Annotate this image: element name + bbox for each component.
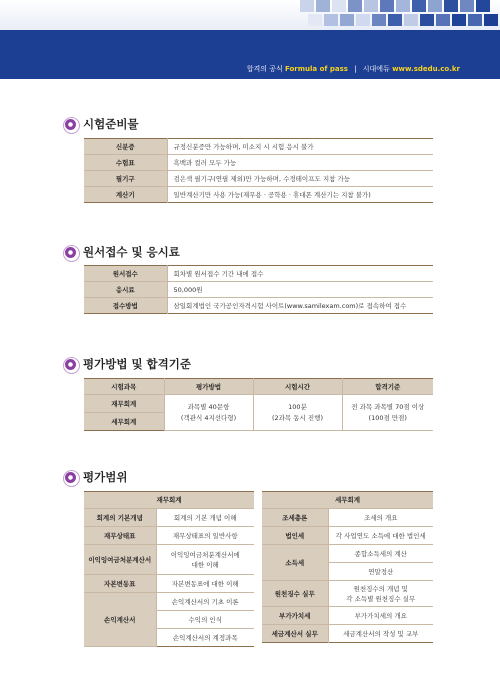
table-row — [262, 581, 433, 607]
table-value: 종합소득세의 계산 — [328, 545, 433, 563]
table-value: 자본변동표에 대한 이해 — [156, 575, 254, 593]
value-line: 각 소득별 원천징수 실무 — [346, 594, 416, 603]
table-header-row — [84, 492, 254, 509]
header-text-b: Formula of pass — [284, 65, 348, 73]
header-tagline — [0, 64, 460, 74]
table-value: 규정신분증만 가능하며, 미소지 시 시험 응시 불가 — [167, 139, 433, 155]
pass-line: 전 과목 과목별 70점 이상 — [351, 402, 425, 411]
section-title-apply — [65, 244, 180, 260]
table-row — [84, 171, 433, 187]
subject-cell: 재무회계 — [84, 395, 164, 413]
table-row — [84, 155, 433, 171]
table-row — [84, 395, 433, 413]
table-value: 재무상태표의 일반사항 — [156, 527, 254, 545]
table-key: 원천징수 실무 — [262, 581, 328, 607]
table-value: 손익계산서의 계정과목 — [172, 633, 238, 642]
table-row — [84, 575, 254, 593]
table-key: 원서접수 — [84, 266, 167, 282]
table-key: 수험표 — [84, 155, 167, 171]
table-value: 일반계산기만 사용 가능(재무용 · 공학용 · 휴대폰 계산기는 지참 불가) — [167, 187, 433, 203]
header-decoration — [300, 0, 500, 30]
table-key: 세금계산서 실무 — [262, 625, 328, 643]
bullet-ring-icon — [65, 247, 76, 258]
table-value: 삼일회계법인 국가공인자격시험 사이트(www.samilexam.com)로 접속하여 접수 — [167, 298, 433, 314]
section-title-eval — [65, 356, 191, 372]
header-text-c: 시대에듀 — [362, 65, 390, 73]
table-value: 세금계산서의 작성 및 교부 — [343, 629, 419, 638]
table-row — [84, 139, 433, 155]
scope-table-financial — [84, 491, 254, 647]
table-value: 회차별 원서접수 기간 내에 접수 — [167, 266, 433, 282]
section-label: 평가방법 및 합격기준 — [83, 357, 191, 371]
table-value: 회계의 기본 개념 이해 — [156, 509, 254, 527]
column-header: 합격기준 — [342, 379, 433, 395]
header-separator: | — [354, 65, 357, 73]
table-row — [262, 545, 433, 563]
apply-table — [84, 265, 433, 314]
pass-line: (100점 만점) — [368, 413, 407, 422]
header-text-a: 합격의 공식 — [246, 65, 283, 73]
table-value: 수익의 인식 — [156, 611, 254, 629]
table-key: 회계의 기본개념 — [84, 509, 156, 527]
scope-table-tax — [262, 491, 433, 643]
time-cell — [253, 395, 342, 431]
table-key: 손익계산서 — [84, 593, 156, 647]
table-value: 흑백과 컬러 모두 가능 — [167, 155, 433, 171]
table-key: 이익잉여금처분계산서 — [84, 545, 156, 575]
column-header: 재무회계 — [84, 492, 254, 509]
table-row — [84, 509, 254, 527]
prep-table — [84, 138, 433, 203]
section-title-prep — [65, 116, 139, 132]
table-row — [84, 593, 254, 611]
header-text-d: www.sdedu.co.kr — [392, 65, 460, 73]
table-key: 신분증 — [84, 139, 167, 155]
value-line: 이익잉여금처분계산서에 — [170, 550, 240, 559]
table-row — [84, 266, 433, 282]
value-line: 대한 이해 — [191, 560, 219, 569]
table-row — [262, 607, 433, 625]
table-key: 조세총론 — [262, 509, 328, 527]
table-row — [84, 545, 254, 575]
method-cell — [164, 395, 253, 431]
table-header-row — [262, 492, 433, 509]
table-row — [262, 509, 433, 527]
section-title-scope — [65, 469, 127, 485]
table-key: 응시료 — [84, 282, 167, 298]
section-label: 원서접수 및 응시료 — [83, 245, 180, 259]
table-value — [156, 545, 254, 575]
table-header-row — [84, 379, 433, 395]
table-value: 연말정산 — [328, 563, 433, 581]
table-key: 접수방법 — [84, 298, 167, 314]
table-row — [262, 625, 433, 643]
table-value: 50,000원 — [167, 282, 433, 298]
table-row — [84, 527, 254, 545]
table-key: 법인세 — [262, 527, 328, 545]
table-key: 계산기 — [84, 187, 167, 203]
table-value: 검은색 필기구(연필 제외)만 가능하며, 수정테이프도 지참 가능 — [167, 171, 433, 187]
table-row — [262, 527, 433, 545]
bullet-ring-icon — [65, 359, 76, 370]
table-value: 조세의 개요 — [328, 509, 433, 527]
table-row — [84, 298, 433, 314]
section-label: 시험준비물 — [83, 117, 139, 131]
time-line: 100분 — [288, 402, 307, 411]
method-line: (객관식 4지선다형) — [180, 413, 237, 422]
column-header: 평가방법 — [164, 379, 253, 395]
table-row — [84, 187, 433, 203]
table-key: 자본변동표 — [84, 575, 156, 593]
table-key: 필기구 — [84, 171, 167, 187]
bullet-ring-icon — [65, 472, 76, 483]
time-line: (2과목 동시 진행) — [271, 413, 323, 422]
table-key: 부가가치세 — [262, 607, 328, 625]
value-line: 원천징수의 개념 및 — [353, 584, 408, 593]
column-header: 시험시간 — [253, 379, 342, 395]
bullet-ring-icon — [65, 119, 76, 130]
column-header: 세무회계 — [262, 492, 433, 509]
table-value: 손익계산서의 기초 이론 — [156, 593, 254, 611]
section-label: 평가범위 — [83, 470, 128, 484]
table-value: 부가가치세의 개요 — [328, 607, 433, 625]
eval-table — [84, 378, 433, 431]
table-row — [84, 282, 433, 298]
pass-cell — [342, 395, 433, 431]
subject-cell: 세무회계 — [84, 413, 164, 431]
table-value — [328, 581, 433, 607]
table-key: 소득세 — [262, 545, 328, 581]
page-header — [0, 0, 500, 79]
method-line: 과목별 40문항 — [187, 402, 230, 411]
column-header: 시험과목 — [84, 379, 164, 395]
table-key: 재무상태표 — [84, 527, 156, 545]
table-value: 각 사업연도 소득에 대한 법인세 — [328, 527, 433, 545]
